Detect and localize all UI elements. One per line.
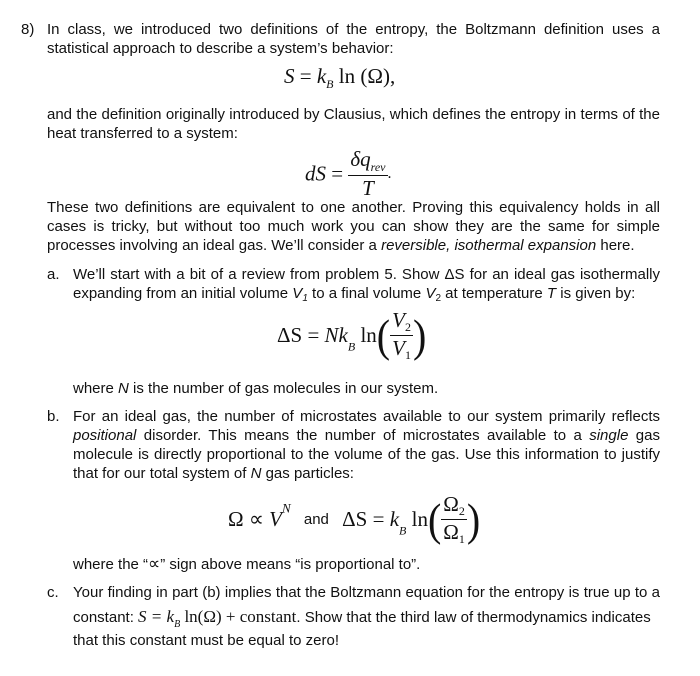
part-b-line-3: molecule is directly proportional to the volume of the gas. Use this information to justify [73,446,660,463]
part-c-label: c. [47,584,59,601]
part-a-label: a. [47,266,60,283]
part-b-line-2: positional disorder. This means the number of microstates available to a single gas [73,427,660,444]
clausius-equation: dS = $\frac{\delta q_{rev}}{T}$ . [305,147,392,200]
part-b-where: where the “∝” sign above means “is proportional to”. [73,554,421,573]
part-c-line-3: that this constant must be equal to zero! [73,632,339,649]
equiv-line-2: cases is tricky, but without too much work you can show they are the same for simple [47,218,660,235]
intro-line-1: In class, we introduced two definitions of the entropy, the Boltzmann definition uses a [47,21,660,38]
equiv-line-3: processes involving an ideal gas. We’ll consider a reversible, isothermal expansion here. [47,237,635,254]
part-b-label: b. [47,408,60,425]
boltzmann-equation: $S = k_B$ ln (Ω), [284,64,396,91]
part-c-line-2: constant: $S = k_B$ ln(Ω) + constant. Show that the third law of thermodynamics indicates [73,607,651,630]
part-a-line-1: We’ll start with a bit of a review from problem 5. Show ΔS for an ideal gas isothermally [73,266,660,283]
part-c-line-1: Your finding in part (b) implies that the Boltzmann equation for the entropy is true up to a [73,584,660,601]
part-b-line-1: For an ideal gas, the number of microstates available to our system primarily reflects [73,408,660,425]
microstate-equations: $\Omega \propto V^N$ and $\Delta S = k_B$ ln( $\frac{\Omega 2}{\Omega 1}$ ) [228,492,481,546]
part-a-where: where N is the number of gas molecules in our system. [73,380,439,397]
intro-line-2: statistical approach to describe a system’s behavior: [47,40,394,57]
clausius-line-2: heat transferred to a system: [47,125,238,142]
part-a-line-2: expanding from an initial volume $V_1$ to a final volume $V_2$ at temperature T is given by: [73,285,636,304]
problem-number: 8) [21,21,35,38]
clausius-line-1: and the definition originally introduced by Clausius, which defines the entropy in terms of the [47,106,660,123]
ideal-gas-entropy-equation: $\Delta S = Nk_B$ ln( $\frac{V2}{V1}$ ) [277,308,427,362]
part-b-line-4: that for our total system of N gas particles: [73,465,354,482]
equiv-line-1: These two definitions are equivalent to one another. Proving this equivalency holds in all [47,199,660,216]
